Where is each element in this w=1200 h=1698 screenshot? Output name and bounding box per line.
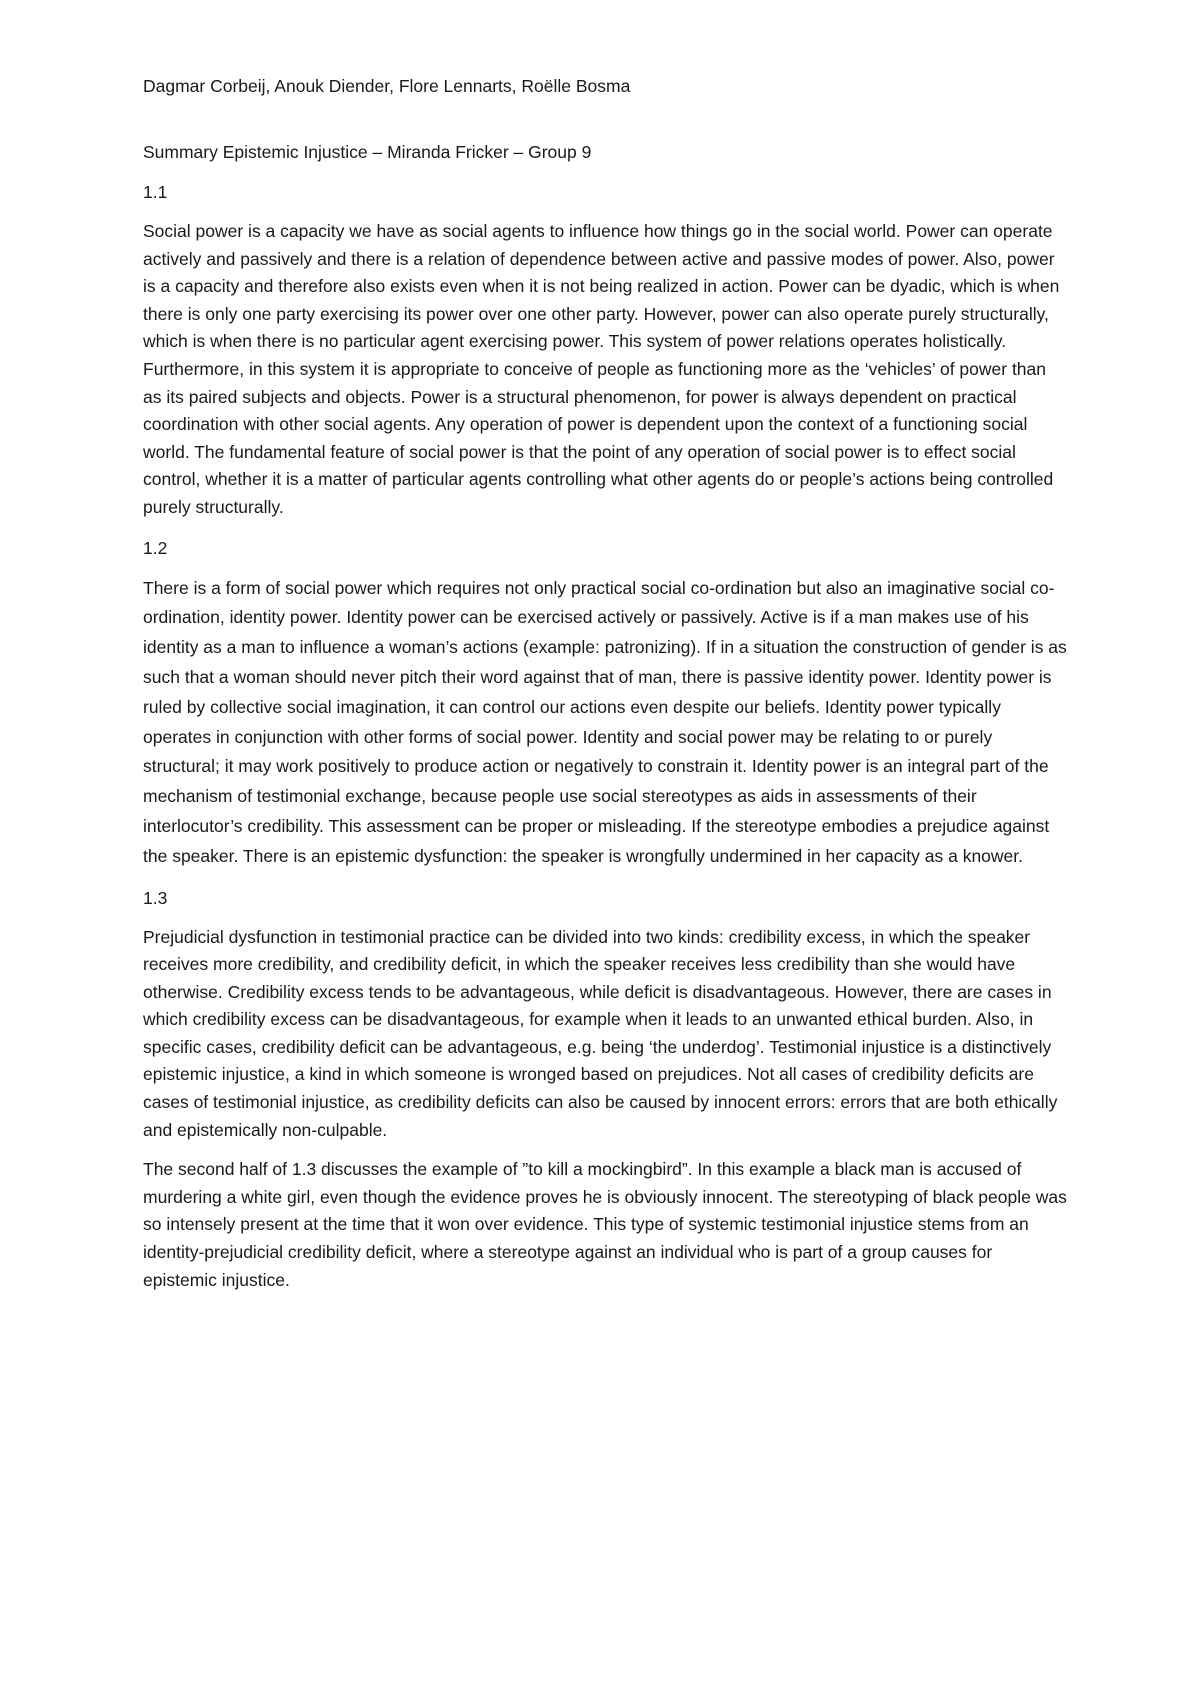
paragraph: There is a form of social power which requires not only practical social co-ordination but also an imaginative social co-ordination, identity power. Identity power can be exercised actively or passively. Active is if a man makes use of his identity as a man to influence a woman’s actions (example: patronizing). If in a situation the construction of gender is as such that a woman should never pitch their word against that of man, there is passive identity power. Identity power is ruled by collective social imagination, it can control our actions even despite our beliefs. Identity power typically operates in conjunction with other forms of social power. Identity and social power may be relating to or purely structural; it may work positively to produce action or negatively to constrain it. Identity power is an integral part of the mechanism of testimonial exchange, because people use social stereotypes as aids in assessments of their interlocutor’s credibility. This assessment can be proper or misleading. If the stereotype embodies a prejudice against the speaker. There is an epistemic dysfunction: the speaker is wrongfully undermined in her capacity as a knower. — [143, 577, 1067, 866]
paragraph: Prejudicial dysfunction in testimonial practice can be divided into two kinds: credibility excess, in which the speaker receives more credibility, and credibility deficit, in which the speaker receives less credibility than she would have otherwise. Credibility excess tends to be advantageous, while deficit is disadvantageous. However, there are cases in which credibility excess can be disadvantageous, for example when it leads to an unwanted ethical burden. Also, in specific cases, credibility deficit can be advantageous, e.g. being ‘the underdog’. Testimonial injustice is a distinctively epistemic injustice, a kind in which someone is wronged based on prejudices. Not all cases of credibility deficits are cases of testimonial injustice, as credibility deficits can also be caused by innocent errors: errors that are both ethically and epistemically non-culpable. — [143, 926, 1058, 1140]
document-title: Summary Epistemic Injustice – Miranda Fricker – Group 9 — [143, 142, 592, 162]
section-heading: 1.2 — [143, 537, 168, 558]
section-heading: 1.1 — [143, 182, 168, 202]
section-1-2 — [143, 534, 1068, 872]
author-line: Dagmar Corbeij, Anouk Diender, Flore Lennarts, Roëlle Bosma — [143, 76, 631, 96]
section-1-1 — [143, 178, 1068, 522]
paragraph: Social power is a capacity we have as social agents to influence how things go in the social world. Power can operate actively and passively and there is a relation of dependence between active and passive modes of power. Also, power is a capacity and therefore also exists even when it is not being realized in action. Power can be dyadic, which is when there is only one party exercising its power over one other party. However, power can also operate purely structurally, which is when there is no particular agent exercising power. This system of power relations operates holistically. Furthermore, in this system it is appropriate to conceive of people as functioning more as the ‘vehicles’ of power than as its paired subjects and objects. Power is a structural phenomenon, for power is always dependent on practical coordination with other social agents. Any operation of power is dependent upon the context of a functioning social world. The fundamental feature of social power is that the point of any operation of social power is to effect social control, whether it is a matter of particular agents controlling what other agents do or people’s actions being controlled purely structurally. — [143, 221, 1060, 517]
document-page — [143, 72, 1068, 1306]
paragraph: The second half of 1.3 discusses the example of ”to kill a mockingbird”. In this example a black man is accused of murdering a white girl, even though the evidence proves he is obviously innocent. The stereotyping of black people was so intensely present at the time that it won over evidence. This type of systemic testimonial injustice stems from an identity-prejudicial credibility deficit, where a stereotype against an individual who is part of a group causes for epistemic injustice. — [143, 1159, 1067, 1290]
section-heading: 1.3 — [143, 887, 168, 908]
section-1-3 — [143, 884, 1068, 1295]
